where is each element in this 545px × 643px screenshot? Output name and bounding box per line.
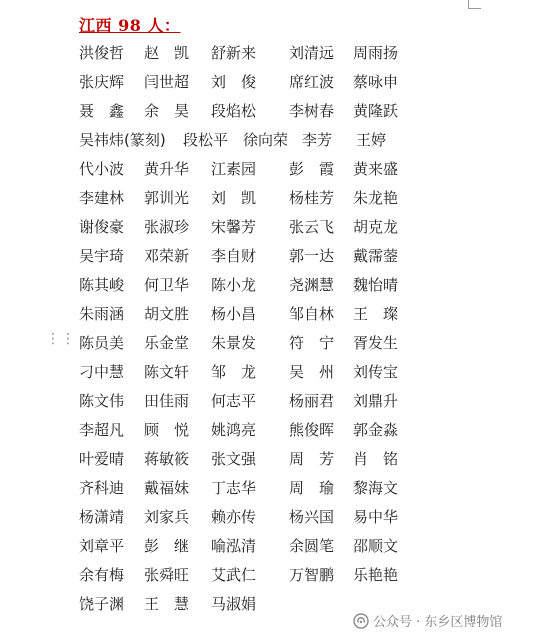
name-row — [0, 129, 545, 153]
name-row — [0, 158, 545, 182]
person-name: 王 慧 — [144, 595, 190, 613]
name-row — [0, 100, 545, 124]
person-name: 段松平 — [183, 131, 229, 149]
name-row — [0, 361, 545, 385]
person-name: 刘 凯 — [211, 189, 257, 207]
person-name: 张舜旺 — [144, 566, 190, 584]
person-name: 朱景发 — [211, 334, 257, 352]
person-name: 邵顺文 — [353, 537, 399, 555]
person-name: 邹 龙 — [211, 363, 257, 381]
person-name: 杨丽君 — [289, 392, 335, 410]
person-name: 叶爱晴 — [79, 450, 125, 468]
person-name: 戴霈蓥 — [353, 247, 399, 265]
person-name: 邹自林 — [289, 305, 335, 323]
person-name: 杨桂芳 — [289, 189, 335, 207]
person-name: 魏怡晴 — [353, 276, 399, 294]
name-row — [0, 187, 545, 211]
person-name: 余圆笔 — [289, 537, 335, 555]
person-name: 何志平 — [211, 392, 257, 410]
name-row — [0, 303, 545, 327]
person-name: 乐艳艳 — [353, 566, 399, 584]
person-name: 舒新来 — [211, 44, 257, 62]
name-row — [0, 390, 545, 414]
person-name: 齐科迪 — [79, 479, 125, 497]
person-name: 周 芳 — [289, 450, 335, 468]
name-row — [0, 216, 545, 240]
person-name: 朱龙艳 — [353, 189, 399, 207]
person-name: 张文强 — [211, 450, 257, 468]
person-name: 蒋敏筱 — [144, 450, 190, 468]
person-name: 洪俊哲 — [79, 44, 125, 62]
person-name: 尧渊慧 — [289, 276, 335, 294]
person-name: 饶子渊 — [79, 595, 125, 613]
person-name: 周雨扬 — [353, 44, 399, 62]
person-name: 李建林 — [79, 189, 125, 207]
person-name: 万智鹏 — [289, 566, 335, 584]
person-name: 宋馨芳 — [211, 218, 257, 236]
person-name: 席红波 — [289, 73, 335, 91]
person-name: 吴宇琦 — [79, 247, 125, 265]
person-name: 江素园 — [211, 160, 257, 178]
person-name: 吴 州 — [289, 363, 335, 381]
person-name: 代小波 — [79, 160, 125, 178]
person-name: 刘家兵 — [144, 508, 190, 526]
person-name: 熊俊晖 — [289, 421, 335, 439]
person-name: 何卫华 — [144, 276, 190, 294]
person-name: 符 宁 — [289, 334, 335, 352]
person-name: 郭训光 — [144, 189, 190, 207]
name-row — [0, 332, 545, 356]
person-name: 刘鼎升 — [353, 392, 399, 410]
name-row — [0, 419, 545, 443]
name-row — [0, 245, 545, 269]
person-name: 郭金淼 — [353, 421, 399, 439]
person-name: 田佳雨 — [144, 392, 190, 410]
person-name: 黄升华 — [144, 160, 190, 178]
watermark — [353, 611, 502, 630]
person-name: 丁志华 — [211, 479, 257, 497]
person-name: 徐向荣 — [243, 131, 289, 149]
person-name: 艾武仁 — [211, 566, 257, 584]
person-name: 张庆辉 — [79, 73, 125, 91]
person-name: 杨小昌 — [211, 305, 257, 323]
person-name: 胥发生 — [353, 334, 399, 352]
person-name: 闫世超 — [144, 73, 190, 91]
name-row — [0, 564, 545, 588]
person-name: 刘传宝 — [353, 363, 399, 381]
person-name: 郭一达 — [289, 247, 335, 265]
person-name: 顾 悦 — [144, 421, 190, 439]
person-name: 陈员美 — [79, 334, 125, 352]
person-name: 马淑娟 — [211, 595, 257, 613]
person-name: 邓荣新 — [144, 247, 190, 265]
person-name: 王 璨 — [353, 305, 399, 323]
person-name: 吴祎炜(篆刻) — [79, 131, 166, 149]
person-name: 余有梅 — [79, 566, 125, 584]
person-name: 彭 霞 — [289, 160, 335, 178]
person-name: 戴福妹 — [144, 479, 190, 497]
person-name: 刁中慧 — [79, 363, 125, 381]
person-name: 姚鸿亮 — [211, 421, 257, 439]
watermark-text: 公众号 · 东乡区博物馆 — [373, 615, 503, 630]
person-name: 陈文轩 — [144, 363, 190, 381]
person-name: 蔡咏申 — [353, 73, 399, 91]
person-name: 赵 凯 — [144, 44, 190, 62]
person-name: 肖 铭 — [353, 450, 399, 468]
person-name: 陈小龙 — [211, 276, 257, 294]
person-name: 段焰松 — [211, 102, 257, 120]
person-name: 李超凡 — [79, 421, 125, 439]
person-name: 周 瑜 — [289, 479, 335, 497]
section-heading: 江西 98 人： — [79, 16, 181, 35]
person-name: 余 昊 — [144, 102, 190, 120]
person-name: 胡文胜 — [144, 305, 190, 323]
person-name: 刘清远 — [289, 44, 335, 62]
name-row — [0, 71, 545, 95]
person-name: 聂 鑫 — [79, 102, 125, 120]
person-name: 乐金堂 — [144, 334, 190, 352]
wechat-official-account-icon — [353, 613, 369, 629]
person-name: 李芳 — [302, 131, 333, 149]
person-name: 胡克龙 — [353, 218, 399, 236]
person-name: 黎海文 — [353, 479, 399, 497]
page-corner-mark — [468, 0, 481, 9]
person-name: 黄隆跃 — [353, 102, 399, 120]
name-row — [0, 42, 545, 66]
person-name: 张云飞 — [289, 218, 335, 236]
person-name: 李自财 — [211, 247, 257, 265]
person-name: 陈文伟 — [79, 392, 125, 410]
person-name: 喻泓清 — [211, 537, 257, 555]
person-name: 朱雨涵 — [79, 305, 125, 323]
person-name: 杨兴国 — [289, 508, 335, 526]
person-name: 易中华 — [353, 508, 399, 526]
name-row — [0, 448, 545, 472]
name-row — [0, 506, 545, 530]
name-row — [0, 535, 545, 559]
person-name: 谢俊豪 — [79, 218, 125, 236]
person-name: 赖亦传 — [211, 508, 257, 526]
person-name: 黄来盛 — [353, 160, 399, 178]
drag-handle-icon[interactable]: ⋮⋮ — [46, 331, 76, 347]
person-name: 王婷 — [356, 131, 387, 149]
person-name: 彭 继 — [144, 537, 190, 555]
person-name: 陈其峻 — [79, 276, 125, 294]
name-row — [0, 274, 545, 298]
person-name: 杨潇靖 — [79, 508, 125, 526]
person-name: 刘章平 — [79, 537, 125, 555]
person-name: 刘 俊 — [211, 73, 257, 91]
person-name: 李树春 — [289, 102, 335, 120]
name-row — [0, 477, 545, 501]
person-name: 张淑珍 — [144, 218, 190, 236]
